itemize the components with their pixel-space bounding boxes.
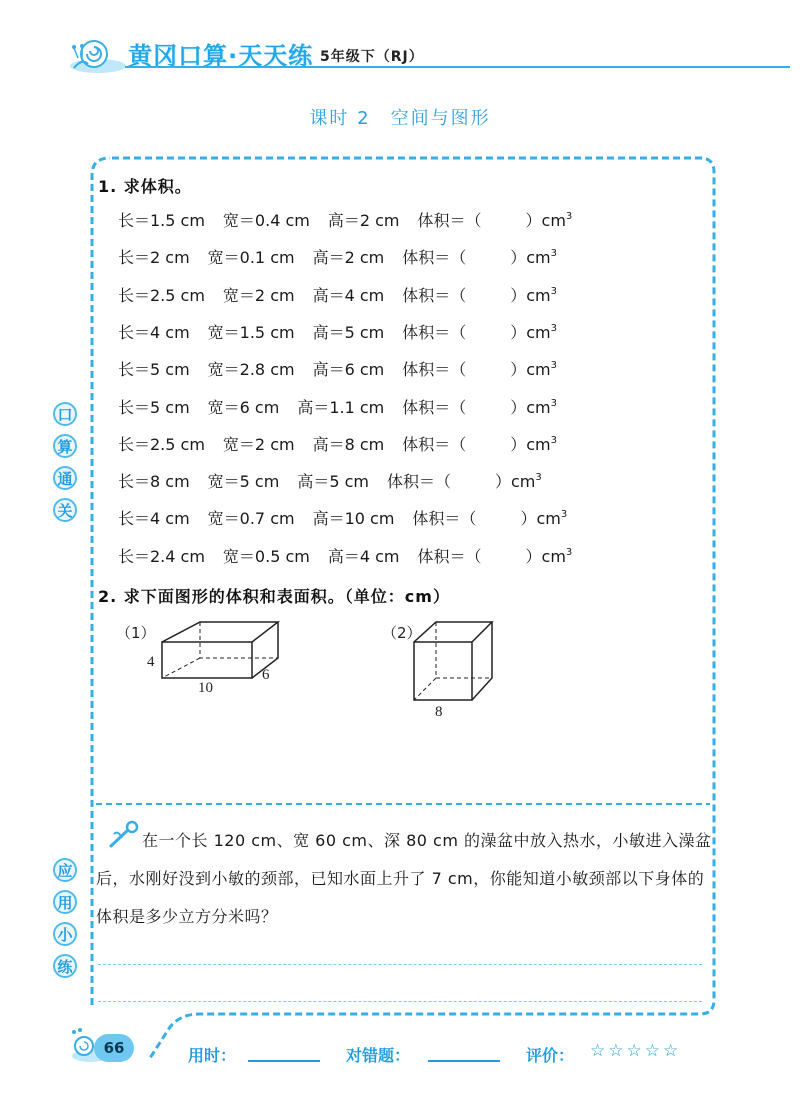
length-value: 长＝8 cm (118, 472, 190, 492)
volume-row (118, 506, 567, 529)
width-value: 宽＝6 cm (207, 397, 280, 417)
height-value: 高＝10 cm (312, 509, 395, 529)
unit-exponent: 3 (550, 248, 558, 260)
length-value: 长＝4 cm (118, 322, 190, 342)
width-value: 宽＝2.8 cm (207, 360, 295, 380)
tab-application-practice (53, 858, 79, 986)
volume-row (118, 432, 557, 455)
volume-unit: ）cm (510, 322, 551, 342)
volume-label: 体积＝（ (402, 322, 467, 342)
unit-exponent: 3 (550, 397, 558, 409)
unit-exponent: 3 (565, 211, 573, 222)
volume-unit: ）cm (510, 360, 551, 380)
length-value: 长＝2 cm (118, 248, 190, 268)
width-value: 宽＝2 cm (222, 434, 295, 454)
application-problem-text: 在一个长 120 cm、宽 60 cm、深 80 cm 的澡盆中放入热水，小敏进入澡盆后，水刚好没到小敏的颈部，已知水面上升了 7 cm，你能知道小敏颈部以下身体的体积是多少立方分米吗？ (96, 831, 712, 926)
length-value: 长＝2.5 cm (118, 285, 205, 305)
volume-label: 体积＝（ (417, 211, 482, 230)
volume-row (118, 469, 542, 492)
height-value: 高＝6 cm (312, 360, 385, 380)
tab-char: 应 (53, 858, 77, 882)
time-input-line[interactable] (248, 1060, 320, 1062)
tab-char: 算 (53, 434, 77, 458)
length-value: 长＝5 cm (118, 360, 190, 380)
tab-oral-calculation (53, 402, 79, 530)
width-value: 宽＝0.5 cm (222, 546, 310, 566)
width-value: 宽＝1.5 cm (207, 322, 295, 342)
tab-char: 练 (53, 954, 77, 978)
tab-char: 通 (53, 466, 77, 490)
volume-label: 体积＝（ (402, 360, 467, 380)
volume-unit: ）cm (510, 248, 551, 268)
width-value: 宽＝5 cm (207, 472, 280, 492)
height-value: 高＝4 cm (327, 546, 400, 566)
volume-row (118, 357, 557, 380)
unit-exponent: 3 (560, 509, 568, 521)
length-value: 长＝1.5 cm (118, 211, 205, 230)
figure-2-edge: 8 (435, 704, 443, 720)
volume-row (118, 320, 557, 343)
tab-char: 用 (53, 890, 77, 914)
time-label: 用时： (188, 1046, 237, 1065)
length-value: 长＝2.4 cm (118, 546, 205, 566)
question-2-title: 2. 求下面图形的体积和表面积。（单位：cm） (98, 587, 450, 606)
height-value: 高＝4 cm (312, 285, 385, 305)
volume-unit: ）cm (525, 211, 566, 230)
height-value: 高＝2 cm (312, 248, 385, 268)
volume-unit: ）cm (525, 546, 566, 566)
width-value: 宽＝0.4 cm (222, 211, 310, 230)
volume-unit: ）cm (510, 397, 551, 417)
volume-label: 体积＝（ (386, 472, 451, 492)
volume-unit: ）cm (510, 285, 551, 305)
unit-exponent: 3 (550, 360, 558, 372)
figure-1-label: （1） (116, 624, 156, 642)
volume-label: 体积＝（ (402, 285, 467, 305)
rating-stars[interactable]: ☆☆☆☆☆ (590, 1041, 682, 1061)
width-value: 宽＝2 cm (222, 285, 295, 305)
correct-label: 对错题： (346, 1046, 411, 1065)
volume-label: 体积＝（ (402, 434, 467, 454)
height-value: 高＝5 cm (312, 322, 385, 342)
volume-row (118, 395, 557, 418)
figure-1-length: 10 (198, 680, 213, 696)
cube-figure (412, 620, 496, 704)
unit-exponent: 3 (550, 322, 558, 334)
height-value: 高＝2 cm (327, 211, 400, 230)
height-value: 高＝8 cm (312, 434, 385, 454)
width-value: 宽＝0.7 cm (207, 509, 295, 529)
unit-exponent: 3 (565, 546, 573, 558)
unit-exponent: 3 (550, 434, 558, 446)
unit-exponent: 3 (535, 472, 542, 484)
height-value: 高＝5 cm (297, 472, 369, 492)
figure-1-height: 4 (147, 654, 155, 670)
volume-label: 体积＝（ (402, 397, 467, 417)
volume-label: 体积＝（ (412, 509, 477, 529)
tab-char: 小 (53, 922, 77, 946)
volume-row (118, 544, 572, 567)
volume-row (118, 245, 557, 268)
volume-label: 体积＝（ (417, 546, 482, 566)
length-value: 长＝5 cm (118, 397, 190, 417)
volume-unit: ）cm (494, 472, 536, 492)
volume-row (118, 208, 572, 231)
answer-line (98, 1001, 702, 1002)
volume-unit: ）cm (510, 434, 551, 454)
height-value: 高＝1.1 cm (297, 397, 385, 417)
figure-1-width: 6 (262, 667, 270, 683)
volume-label: 体积＝（ (402, 248, 467, 268)
question-1-title: 1. 求体积。 (98, 177, 192, 196)
lesson-title: 课时 2 空间与图形 (309, 108, 491, 129)
answer-line (98, 964, 702, 965)
length-value: 长＝2.5 cm (118, 434, 205, 454)
brand-title: 黄冈口算·天天练 (128, 42, 314, 70)
volume-row (118, 283, 557, 306)
width-value: 宽＝0.1 cm (207, 248, 295, 268)
rating-label: 评价： (526, 1046, 575, 1065)
unit-exponent: 3 (550, 285, 558, 297)
page-number: 66 (94, 1034, 134, 1062)
length-value: 长＝4 cm (118, 509, 190, 529)
correct-input-line[interactable] (428, 1060, 500, 1062)
volume-unit: ）cm (520, 509, 561, 529)
grade-label: 5年级下（RJ） (320, 49, 424, 65)
tab-char: 口 (53, 402, 77, 426)
figure-2-label: （2） (382, 624, 422, 642)
tab-char: 关 (53, 498, 77, 522)
